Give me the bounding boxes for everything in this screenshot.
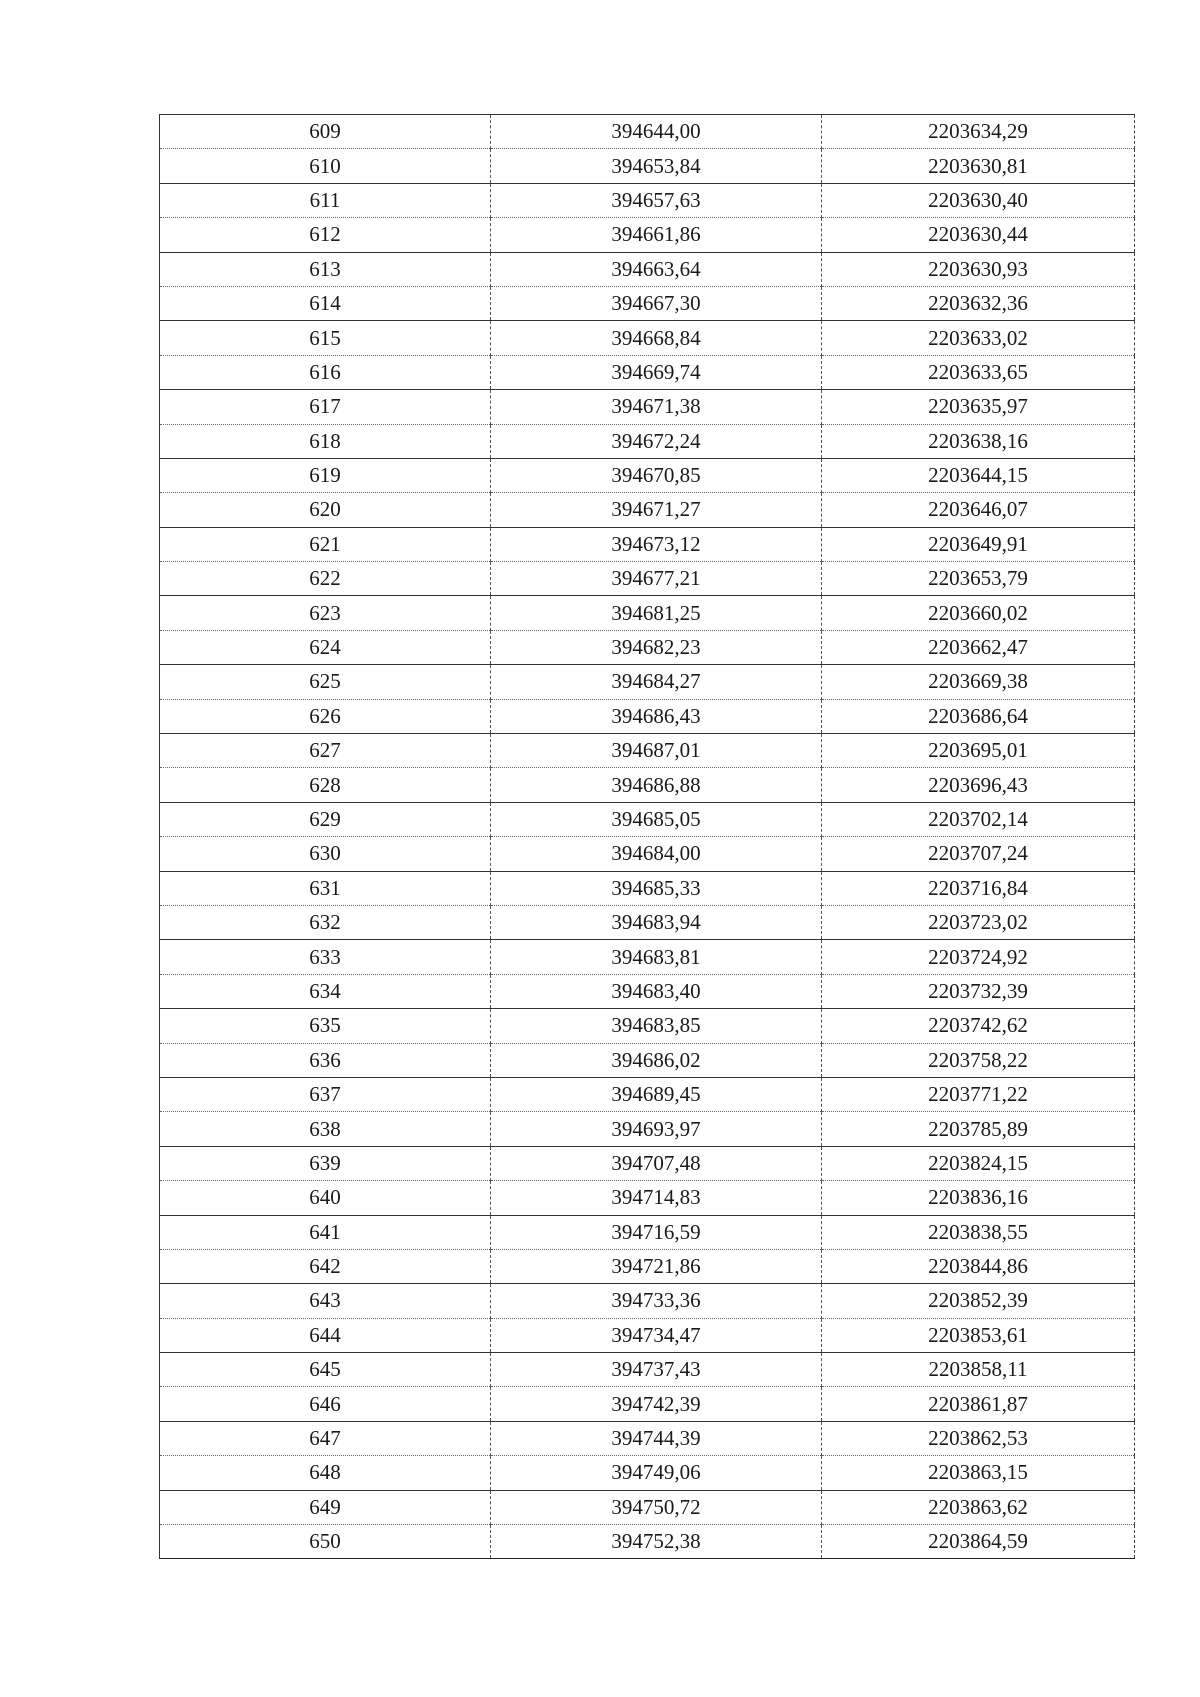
x-coordinate-cell: 394677,21: [491, 562, 822, 596]
y-coordinate-cell: 2203696,43: [822, 768, 1135, 802]
y-coordinate-cell: 2203723,02: [822, 905, 1135, 939]
table-row: [160, 699, 1135, 733]
table-row: [160, 1009, 1135, 1043]
x-coordinate-cell: 394684,27: [491, 665, 822, 699]
x-coordinate-cell: 394670,85: [491, 458, 822, 492]
y-coordinate-cell: 2203630,40: [822, 183, 1135, 217]
y-coordinate-cell: 2203785,89: [822, 1112, 1135, 1146]
x-coordinate-cell: 394672,24: [491, 424, 822, 458]
table-row: [160, 1490, 1135, 1524]
y-coordinate-cell: 2203853,61: [822, 1318, 1135, 1352]
y-coordinate-cell: 2203702,14: [822, 802, 1135, 836]
point-number-cell: 614: [160, 286, 491, 320]
y-coordinate-cell: 2203838,55: [822, 1215, 1135, 1249]
table-row: [160, 1181, 1135, 1215]
x-coordinate-cell: 394685,05: [491, 802, 822, 836]
x-coordinate-cell: 394683,94: [491, 905, 822, 939]
table-row: [160, 458, 1135, 492]
y-coordinate-cell: 2203695,01: [822, 734, 1135, 768]
x-coordinate-cell: 394669,74: [491, 355, 822, 389]
y-coordinate-cell: 2203632,36: [822, 286, 1135, 320]
point-number-cell: 629: [160, 802, 491, 836]
x-coordinate-cell: 394737,43: [491, 1353, 822, 1387]
table-row: [160, 286, 1135, 320]
x-coordinate-cell: 394685,33: [491, 871, 822, 905]
table-row: [160, 1215, 1135, 1249]
x-coordinate-cell: 394689,45: [491, 1077, 822, 1111]
point-number-cell: 613: [160, 252, 491, 286]
table-row: [160, 802, 1135, 836]
x-coordinate-cell: 394661,86: [491, 218, 822, 252]
point-number-cell: 635: [160, 1009, 491, 1043]
y-coordinate-cell: 2203858,11: [822, 1353, 1135, 1387]
y-coordinate-cell: 2203633,02: [822, 321, 1135, 355]
y-coordinate-cell: 2203824,15: [822, 1146, 1135, 1180]
y-coordinate-cell: 2203649,91: [822, 527, 1135, 561]
table-row: [160, 1318, 1135, 1352]
point-number-cell: 612: [160, 218, 491, 252]
point-number-cell: 647: [160, 1421, 491, 1455]
table-row: [160, 1249, 1135, 1283]
y-coordinate-cell: 2203660,02: [822, 596, 1135, 630]
y-coordinate-cell: 2203852,39: [822, 1284, 1135, 1318]
x-coordinate-cell: 394749,06: [491, 1456, 822, 1490]
x-coordinate-cell: 394683,81: [491, 940, 822, 974]
table-row: [160, 1421, 1135, 1455]
x-coordinate-cell: 394657,63: [491, 183, 822, 217]
y-coordinate-cell: 2203771,22: [822, 1077, 1135, 1111]
table-row: [160, 1146, 1135, 1180]
table-row: [160, 115, 1135, 149]
x-coordinate-cell: 394733,36: [491, 1284, 822, 1318]
point-number-cell: 619: [160, 458, 491, 492]
coordinates-table: [159, 114, 1135, 1559]
x-coordinate-cell: 394667,30: [491, 286, 822, 320]
y-coordinate-cell: 2203742,62: [822, 1009, 1135, 1043]
point-number-cell: 646: [160, 1387, 491, 1421]
point-number-cell: 648: [160, 1456, 491, 1490]
x-coordinate-cell: 394687,01: [491, 734, 822, 768]
point-number-cell: 627: [160, 734, 491, 768]
x-coordinate-cell: 394684,00: [491, 837, 822, 871]
y-coordinate-cell: 2203758,22: [822, 1043, 1135, 1077]
y-coordinate-cell: 2203707,24: [822, 837, 1135, 871]
point-number-cell: 645: [160, 1353, 491, 1387]
y-coordinate-cell: 2203861,87: [822, 1387, 1135, 1421]
table-row: [160, 390, 1135, 424]
x-coordinate-cell: 394653,84: [491, 149, 822, 183]
coordinates-table-body: [160, 115, 1135, 1559]
x-coordinate-cell: 394682,23: [491, 630, 822, 664]
x-coordinate-cell: 394686,88: [491, 768, 822, 802]
point-number-cell: 633: [160, 940, 491, 974]
x-coordinate-cell: 394683,40: [491, 974, 822, 1008]
x-coordinate-cell: 394671,27: [491, 493, 822, 527]
point-number-cell: 636: [160, 1043, 491, 1077]
table-row: [160, 149, 1135, 183]
table-row: [160, 665, 1135, 699]
y-coordinate-cell: 2203662,47: [822, 630, 1135, 664]
point-number-cell: 639: [160, 1146, 491, 1180]
point-number-cell: 616: [160, 355, 491, 389]
table-row: [160, 1112, 1135, 1146]
x-coordinate-cell: 394750,72: [491, 1490, 822, 1524]
x-coordinate-cell: 394693,97: [491, 1112, 822, 1146]
point-number-cell: 650: [160, 1525, 491, 1559]
table-row: [160, 837, 1135, 871]
y-coordinate-cell: 2203862,53: [822, 1421, 1135, 1455]
x-coordinate-cell: 394716,59: [491, 1215, 822, 1249]
y-coordinate-cell: 2203633,65: [822, 355, 1135, 389]
point-number-cell: 620: [160, 493, 491, 527]
x-coordinate-cell: 394742,39: [491, 1387, 822, 1421]
x-coordinate-cell: 394707,48: [491, 1146, 822, 1180]
table-row: [160, 218, 1135, 252]
y-coordinate-cell: 2203638,16: [822, 424, 1135, 458]
y-coordinate-cell: 2203644,15: [822, 458, 1135, 492]
y-coordinate-cell: 2203635,97: [822, 390, 1135, 424]
table-row: [160, 562, 1135, 596]
point-number-cell: 649: [160, 1490, 491, 1524]
y-coordinate-cell: 2203844,86: [822, 1249, 1135, 1283]
point-number-cell: 618: [160, 424, 491, 458]
y-coordinate-cell: 2203686,64: [822, 699, 1135, 733]
y-coordinate-cell: 2203630,44: [822, 218, 1135, 252]
x-coordinate-cell: 394686,43: [491, 699, 822, 733]
x-coordinate-cell: 394681,25: [491, 596, 822, 630]
table-row: [160, 1525, 1135, 1559]
x-coordinate-cell: 394668,84: [491, 321, 822, 355]
table-row: [160, 1077, 1135, 1111]
table-row: [160, 355, 1135, 389]
table-row: [160, 424, 1135, 458]
y-coordinate-cell: 2203732,39: [822, 974, 1135, 1008]
point-number-cell: 626: [160, 699, 491, 733]
point-number-cell: 630: [160, 837, 491, 871]
y-coordinate-cell: 2203864,59: [822, 1525, 1135, 1559]
table-row: [160, 321, 1135, 355]
table-row: [160, 734, 1135, 768]
y-coordinate-cell: 2203653,79: [822, 562, 1135, 596]
point-number-cell: 641: [160, 1215, 491, 1249]
x-coordinate-cell: 394673,12: [491, 527, 822, 561]
table-row: [160, 940, 1135, 974]
point-number-cell: 615: [160, 321, 491, 355]
x-coordinate-cell: 394734,47: [491, 1318, 822, 1352]
table-row: [160, 493, 1135, 527]
point-number-cell: 638: [160, 1112, 491, 1146]
table-row: [160, 974, 1135, 1008]
table-row: [160, 1284, 1135, 1318]
table-row: [160, 1043, 1135, 1077]
table-row: [160, 871, 1135, 905]
x-coordinate-cell: 394663,64: [491, 252, 822, 286]
point-number-cell: 640: [160, 1181, 491, 1215]
x-coordinate-cell: 394644,00: [491, 115, 822, 149]
point-number-cell: 643: [160, 1284, 491, 1318]
table-row: [160, 768, 1135, 802]
point-number-cell: 632: [160, 905, 491, 939]
y-coordinate-cell: 2203836,16: [822, 1181, 1135, 1215]
point-number-cell: 611: [160, 183, 491, 217]
x-coordinate-cell: 394744,39: [491, 1421, 822, 1455]
x-coordinate-cell: 394671,38: [491, 390, 822, 424]
point-number-cell: 623: [160, 596, 491, 630]
point-number-cell: 610: [160, 149, 491, 183]
y-coordinate-cell: 2203863,62: [822, 1490, 1135, 1524]
x-coordinate-cell: 394714,83: [491, 1181, 822, 1215]
point-number-cell: 622: [160, 562, 491, 596]
x-coordinate-cell: 394686,02: [491, 1043, 822, 1077]
table-row: [160, 252, 1135, 286]
y-coordinate-cell: 2203863,15: [822, 1456, 1135, 1490]
point-number-cell: 644: [160, 1318, 491, 1352]
y-coordinate-cell: 2203630,81: [822, 149, 1135, 183]
y-coordinate-cell: 2203630,93: [822, 252, 1135, 286]
y-coordinate-cell: 2203716,84: [822, 871, 1135, 905]
point-number-cell: 609: [160, 115, 491, 149]
y-coordinate-cell: 2203724,92: [822, 940, 1135, 974]
table-row: [160, 1353, 1135, 1387]
point-number-cell: 642: [160, 1249, 491, 1283]
y-coordinate-cell: 2203646,07: [822, 493, 1135, 527]
y-coordinate-cell: 2203669,38: [822, 665, 1135, 699]
table-row: [160, 1387, 1135, 1421]
table-row: [160, 1456, 1135, 1490]
x-coordinate-cell: 394683,85: [491, 1009, 822, 1043]
point-number-cell: 631: [160, 871, 491, 905]
table-row: [160, 905, 1135, 939]
point-number-cell: 624: [160, 630, 491, 664]
point-number-cell: 637: [160, 1077, 491, 1111]
y-coordinate-cell: 2203634,29: [822, 115, 1135, 149]
point-number-cell: 625: [160, 665, 491, 699]
point-number-cell: 634: [160, 974, 491, 1008]
table-row: [160, 596, 1135, 630]
table-row: [160, 527, 1135, 561]
x-coordinate-cell: 394721,86: [491, 1249, 822, 1283]
table-row: [160, 630, 1135, 664]
point-number-cell: 621: [160, 527, 491, 561]
point-number-cell: 617: [160, 390, 491, 424]
point-number-cell: 628: [160, 768, 491, 802]
table-row: [160, 183, 1135, 217]
x-coordinate-cell: 394752,38: [491, 1525, 822, 1559]
